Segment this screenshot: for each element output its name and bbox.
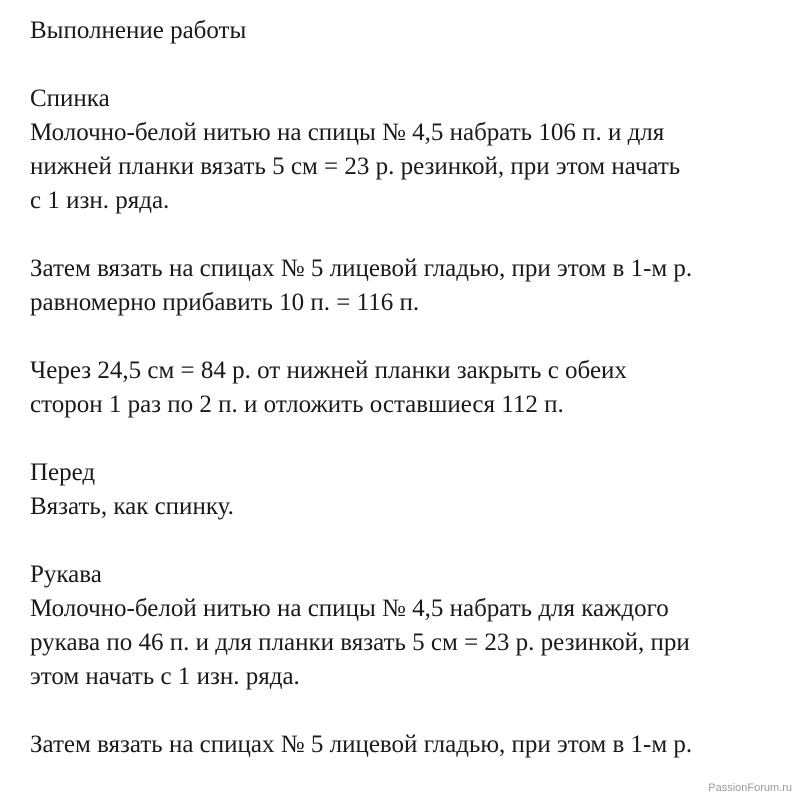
spacer xyxy=(30,694,790,728)
paragraph-line: рукава по 46 п. и для планки вязать 5 см = 23 р. резинкой, при xyxy=(30,629,690,656)
document-page xyxy=(30,14,790,762)
paragraph-line: равномерно прибавить 10 п. = 116 п. xyxy=(30,289,420,316)
spacer xyxy=(30,320,790,354)
watermark: PassionForum.ru xyxy=(708,782,792,794)
spacer xyxy=(30,218,790,252)
paragraph-line: с 1 изн. ряда. xyxy=(30,187,170,214)
spacer xyxy=(30,48,790,82)
section-heading-front: Перед xyxy=(30,459,96,486)
paragraph-line: сторон 1 раз по 2 п. и отложить оставшиеся 112 п. xyxy=(30,391,564,418)
paragraph-line: этом начать с 1 изн. ряда. xyxy=(30,663,300,690)
document-title: Выполнение работы xyxy=(30,17,247,44)
section-heading-back: Спинка xyxy=(30,85,110,112)
paragraph-line: Молочно-белой нитью на спицы № 4,5 набрать для каждого xyxy=(30,595,669,622)
paragraph-line: Затем вязать на спицах № 5 лицевой гладью, при этом в 1-м р. xyxy=(30,255,693,282)
paragraph-line: Молочно-белой нитью на спицы № 4,5 набрать 106 п. и для xyxy=(30,119,665,146)
spacer xyxy=(30,422,790,456)
section-heading-sleeves: Рукава xyxy=(30,561,102,588)
paragraph-line: Вязать, как спинку. xyxy=(30,493,234,520)
paragraph-line: Затем вязать на спицах № 5 лицевой гладью, при этом в 1-м р. xyxy=(30,731,693,758)
spacer xyxy=(30,524,790,558)
paragraph-line: Через 24,5 см = 84 р. от нижней планки закрыть с обеих xyxy=(30,357,627,384)
paragraph-line: нижней планки вязать 5 см = 23 р. резинкой, при этом начать xyxy=(30,153,681,180)
